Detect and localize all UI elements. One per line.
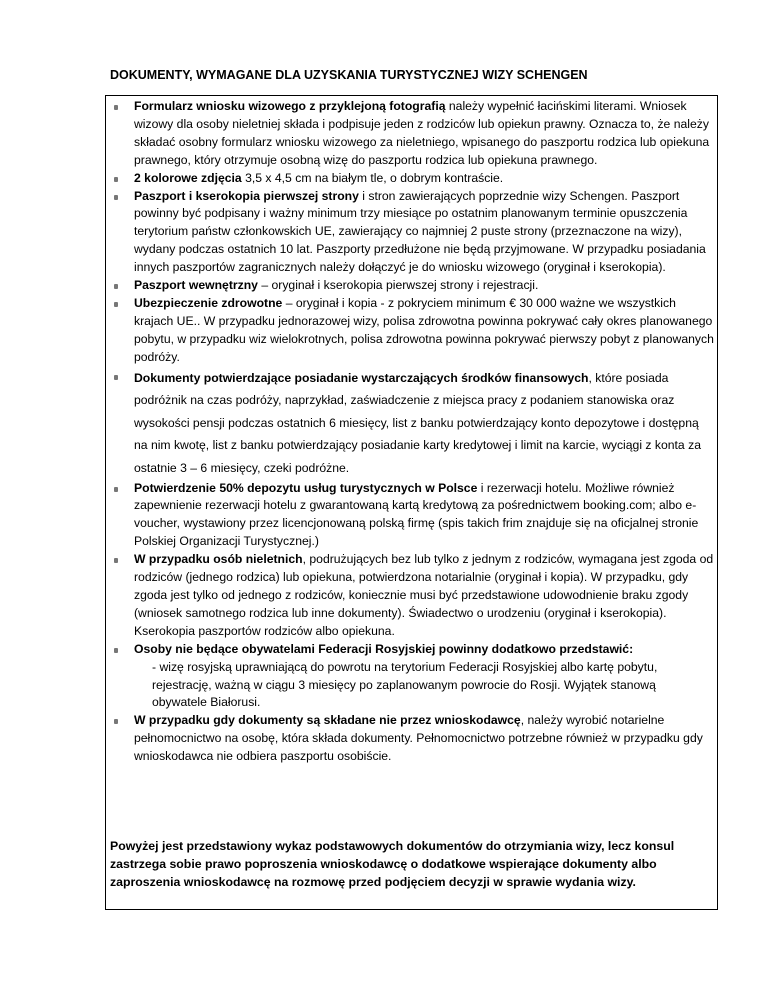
list-item: [134, 295, 714, 367]
list-item: [134, 712, 714, 766]
list-item: [134, 367, 714, 480]
item-heading: Osoby nie będące obywatelami Federacji Rosyjskiej powinny dodatkowo przedstawić:: [134, 641, 634, 656]
bullet-icon: [114, 284, 118, 289]
item-heading: Potwierdzenie 50% depozytu usług turystycznych w Polsce: [134, 480, 478, 495]
item-text: , które posiada podróżnik na czas podróży, naprzykład, zaświadczenie z miejsca pracy z podaniem stanowiska oraz wysokości pensji podczas ostatnich 6 miesięcy, list z banku potwierdzający konto depozytowe i dostępną na nim kwotę, list z banku potwierdzający posiadanie karty kredytowej i limit na karcie, wyciągi z konta za ostatnie 3 – 6 miesięcy, czeki podróżne.: [134, 370, 701, 475]
item-text: należy wypełnić łacińskimi literami. Wniosek wizowy dla osoby nieletniej składa i podpisuje jeden z rodziców lub opiekun prawny. Oznacza to, że należy składać osobny formularz wniosku wizowego za nieletniego, wpisanego do paszportu rodzica lub opiekuna prawnego, który otrzymuje osobną wizę do paszportu rodzica lub opiekuna prawnego.: [134, 99, 710, 167]
bullet-icon: [114, 177, 118, 182]
item-heading: Formularz wniosku wizowego z przyklejoną fotografią: [134, 99, 446, 113]
bullet-icon: [114, 195, 118, 200]
footer-note: Powyżej jest przedstawiony wykaz podstawowych dokumentów do otrzymiania wizy, lecz konsul zastrzega sobie prawo poproszenia wnioskodawcę o dodatkowe wspierające dokumenty albo zaproszenia wnioskodawcę na rozmowę przed podjęciem decyzji w sprawie wydania wizy.: [110, 839, 675, 889]
item-heading: Ubezpieczenie zdrowotne: [134, 295, 283, 310]
bullet-icon: [114, 375, 118, 380]
item-text: i rezerwacji hotelu. Możliwe również zapewnienie rezerwacji hotelu z gwarantowaną kartą kredytową za pośrednictwem booking.com; albo e-voucher, wystawiony przez licencjonowaną polską firmę (spis takich frim znajduje się na oficjalnej stronie Polskiej Organizacji Turystycznej.): [134, 480, 699, 549]
item-text: , należy wyrobić notarielne pełnomocnictwo na osobę, która składa dokumenty. Pełnomocnictwo potrzebne również w przypadku gdy wnioskodawca nie odbiera paszportu osobiście.: [134, 713, 703, 764]
list-item: [134, 188, 714, 278]
list-item: [134, 170, 714, 188]
list-item: [134, 480, 714, 552]
bullet-icon: [114, 719, 118, 724]
item-text: , podrużujących bez lub tylko z jednym z rodziców, wymagana jest zgoda od rodziców (jednego rodzica) lub opiekuna, potwierdzona notarialnie (oryginał i kopia). W przypadku, gdy zgoda jest tylko od jednego z rodziców, koniecznie musi być przedstawione udowodnienie braku zgody (wniosek samotnego rodzica lub inne dokumenty). Świadectwo o urodzeniu (oryginał i kserokopia). Kserokopia paszportów rodziców albo opiekuna.: [134, 552, 714, 638]
list-item: [134, 98, 714, 170]
item-heading: W przypadku gdy dokumenty są składane nie przez wnioskodawcę: [134, 713, 521, 728]
requirements-list: [134, 98, 714, 766]
item-heading: W przypadku osób nieletnich: [134, 552, 303, 567]
item-heading: 2 kolorowe zdjęcia: [134, 170, 242, 185]
item-heading: Paszport i kserokopia pierwszej strony: [134, 188, 359, 203]
item-text: – oryginał i kserokopia pierwszej strony i rejestracji.: [257, 278, 539, 293]
bullet-icon: [114, 648, 118, 653]
item-text: 3,5 x 4,5 cm na białym tle, o dobrym kontraście.: [241, 170, 504, 185]
requirements-box: [105, 95, 718, 910]
bullet-icon: [114, 302, 118, 307]
page-title: DOKUMENTY, WYMAGANE DLA UZYSKANIA TURYSTYCZNEJ WIZY SCHENGEN: [110, 68, 588, 82]
bullet-icon: [114, 105, 118, 110]
bullet-icon: [114, 558, 118, 563]
item-text: i stron zawierających poprzednie wizy Schengen. Paszport powinny być podpisany i ważny minimum trzy miesiące po ostatnim planowanym terminie opuszczenia terytorium państw członkowskich UE, zawierający co najmniej 2 puste strony (przeznaczone na wizy), wydany podczas ostatnich 10 lat. Paszporty przedłużone nie będą przyjmowane. W przypadku posiadania innych paszportów zagranicznych należy dołączyć je do wniosku wizowego (oryginał i kserokopia).: [134, 188, 706, 275]
list-item: [134, 277, 714, 295]
list-item: [134, 551, 714, 641]
item-heading: Paszport wewnętrzny: [134, 278, 258, 293]
item-heading: Dokumenty potwierdzające posiadanie wystarczających środków finansowych: [134, 370, 589, 385]
item-text: – oryginał i kopia - z pokryciem minimum € 30 000 ważne we wszystkich krajach UE.. W przypadku jednorazowej wizy, polisa zdrowotna powinna pokrywać cały okres planowanego pobytu, w przypadku wiz wielokrotnych, polisa zdrowotna powinna pokrywać pierwszy pobyt z planowanych podróży.: [134, 295, 714, 364]
bullet-icon: [114, 487, 118, 492]
list-item: [134, 641, 714, 713]
item-text: - wizę rosyjską uprawniającą do powrotu na terytorium Federacji Rosyjskiej albo kartę pobytu, rejestrację, ważną w ciągu 3 miesięcy po zaplanowanym powrocie do Rosji. Wyjątek stanową obywatele Białorusi.: [152, 659, 658, 710]
